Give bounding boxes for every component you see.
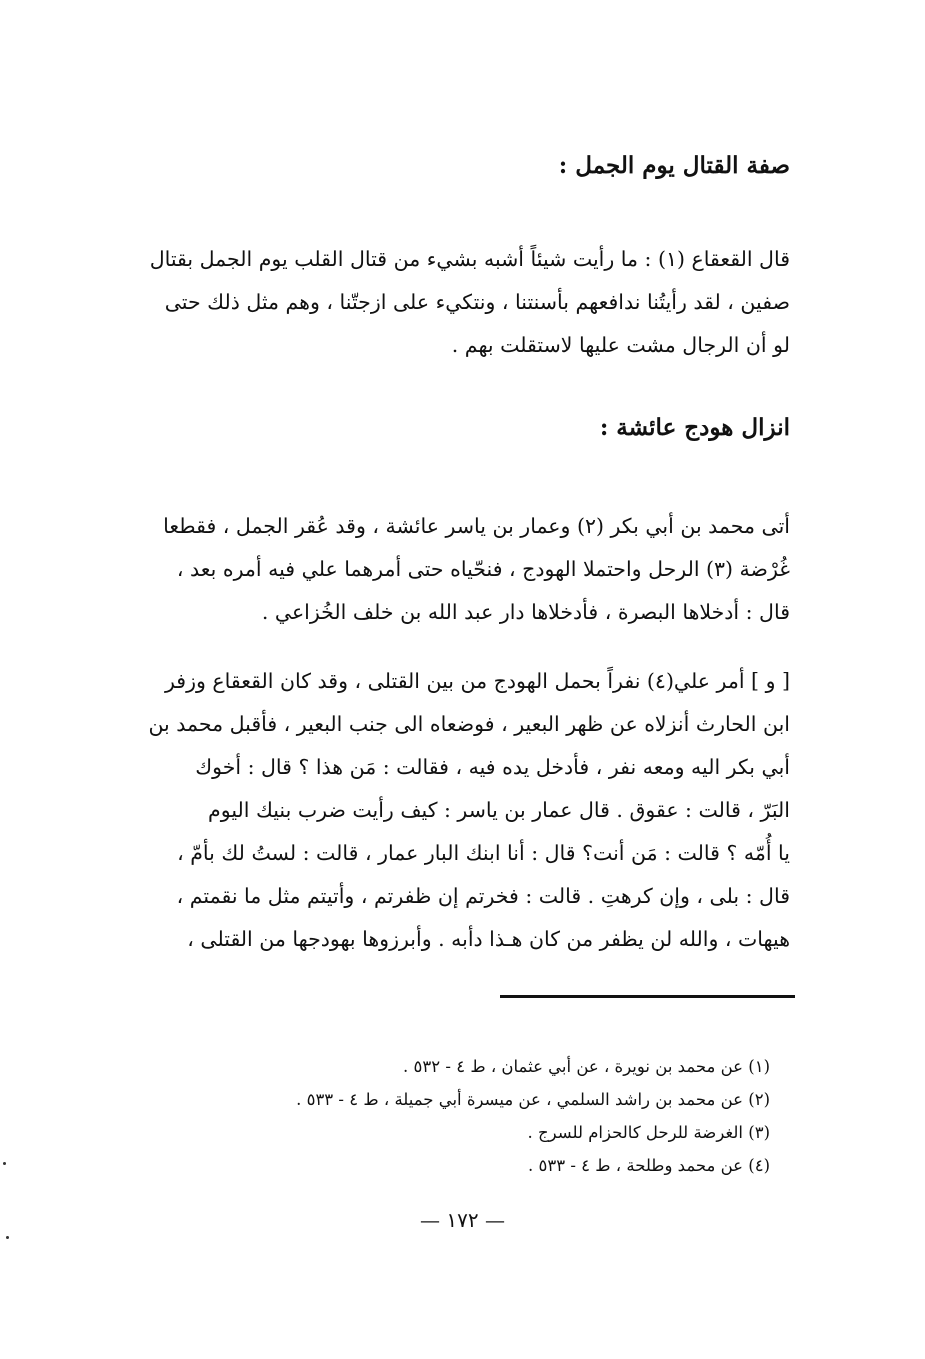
footnote-divider [500,995,795,998]
footnote-4: (٤) عن محمد وطلحة ، ط ٤ - ٥٣٣ . [527,1156,770,1175]
text-line: [ و ] أمر علي(٤) نفراً بحمل الهودج من بين القتلى ، وقد كان القعقاع وزفر [164,669,790,693]
text-line: غُرْضة (٣) الرحل واحتملا الهودج ، فنحّياه حتى أمرهما علي فيه أمره بعد ، [176,557,790,581]
paragraph-ali-order [110,660,790,961]
text-line: لو أن الرجال مشت عليها لاستقلت بهم . [451,333,790,357]
scan-speck [6,1236,9,1239]
text-line: يا أُمّه ؟ قالت : مَن أنت؟ قال : أنا ابنك البار عمار ، قالت : لستُ لك بأمّ ، [177,841,790,865]
text-line: قال القعقاع (١) : ما رأيت شيئاً أشبه بشيء من قتال القلب يوم الجمل بقتال [149,247,790,271]
page-number: — ١٧٢ — [420,1208,505,1232]
footnote-2: (٢) عن محمد بن راشد السلمي ، عن ميسرة أبي جميلة ، ط ٤ - ٥٣٣ . [296,1090,770,1109]
footnote-1: (١) عن محمد بن نويرة ، عن أبي عثمان ، ط ٤ - ٥٣٢ . [403,1057,770,1076]
text-line: قال : أدخلاها البصرة ، فأدخلاها دار عبد الله بن خلف الخُزاعي . [261,600,790,624]
text-line: البَرّ ، قالت : عقوق . قال عمار بن ياسر : كيف رأيت ضرب بنيك اليوم [208,798,790,822]
paragraph-howdah-removal [110,505,790,634]
text-line: قال : بلى ، وإن كرهتِ . قالت : فخرتم إن ظفرتم ، وأتيتم مثل ما نقمتم ، [176,884,790,908]
text-line: أتى محمد بن أبي بكر (٢) وعمار بن ياسر عائشة ، وقد عُقر الجمل ، فقطعا [163,514,790,538]
footnote-3: (٣) الغرضة للرحل كالحزام للسرج . [527,1123,770,1142]
footnotes [210,1050,770,1182]
scan-speck [3,1162,6,1165]
text-line: هيهات ، والله لن يظفر من كان هـذا دأبه . وأبرزوها بهودجها من القتلى ، [187,927,790,951]
text-line: ابن الحارث أنزلاه عن ظهر البعير ، فوضعاه الى جنب البعير ، فأقبل محمد بن [148,712,790,736]
text-line: أبي بكر اليه ومعه نفر ، فأدخل يده فيه ، فقالت : مَن هذا ؟ قال : أخوك [195,755,790,779]
section-heading-aisha-howdah: انزال هودج عائشة : [599,414,790,441]
paragraph-qaqaa-quote [110,238,790,367]
section-heading-battle-description: صفة القتال يوم الجمل : [558,152,790,179]
text-line: صفين ، لقد رأيتُنا ندافعهم بأسنتنا ، ونتكيء على ازجتّنا ، وهم مثل ذلك حتى [164,290,790,314]
